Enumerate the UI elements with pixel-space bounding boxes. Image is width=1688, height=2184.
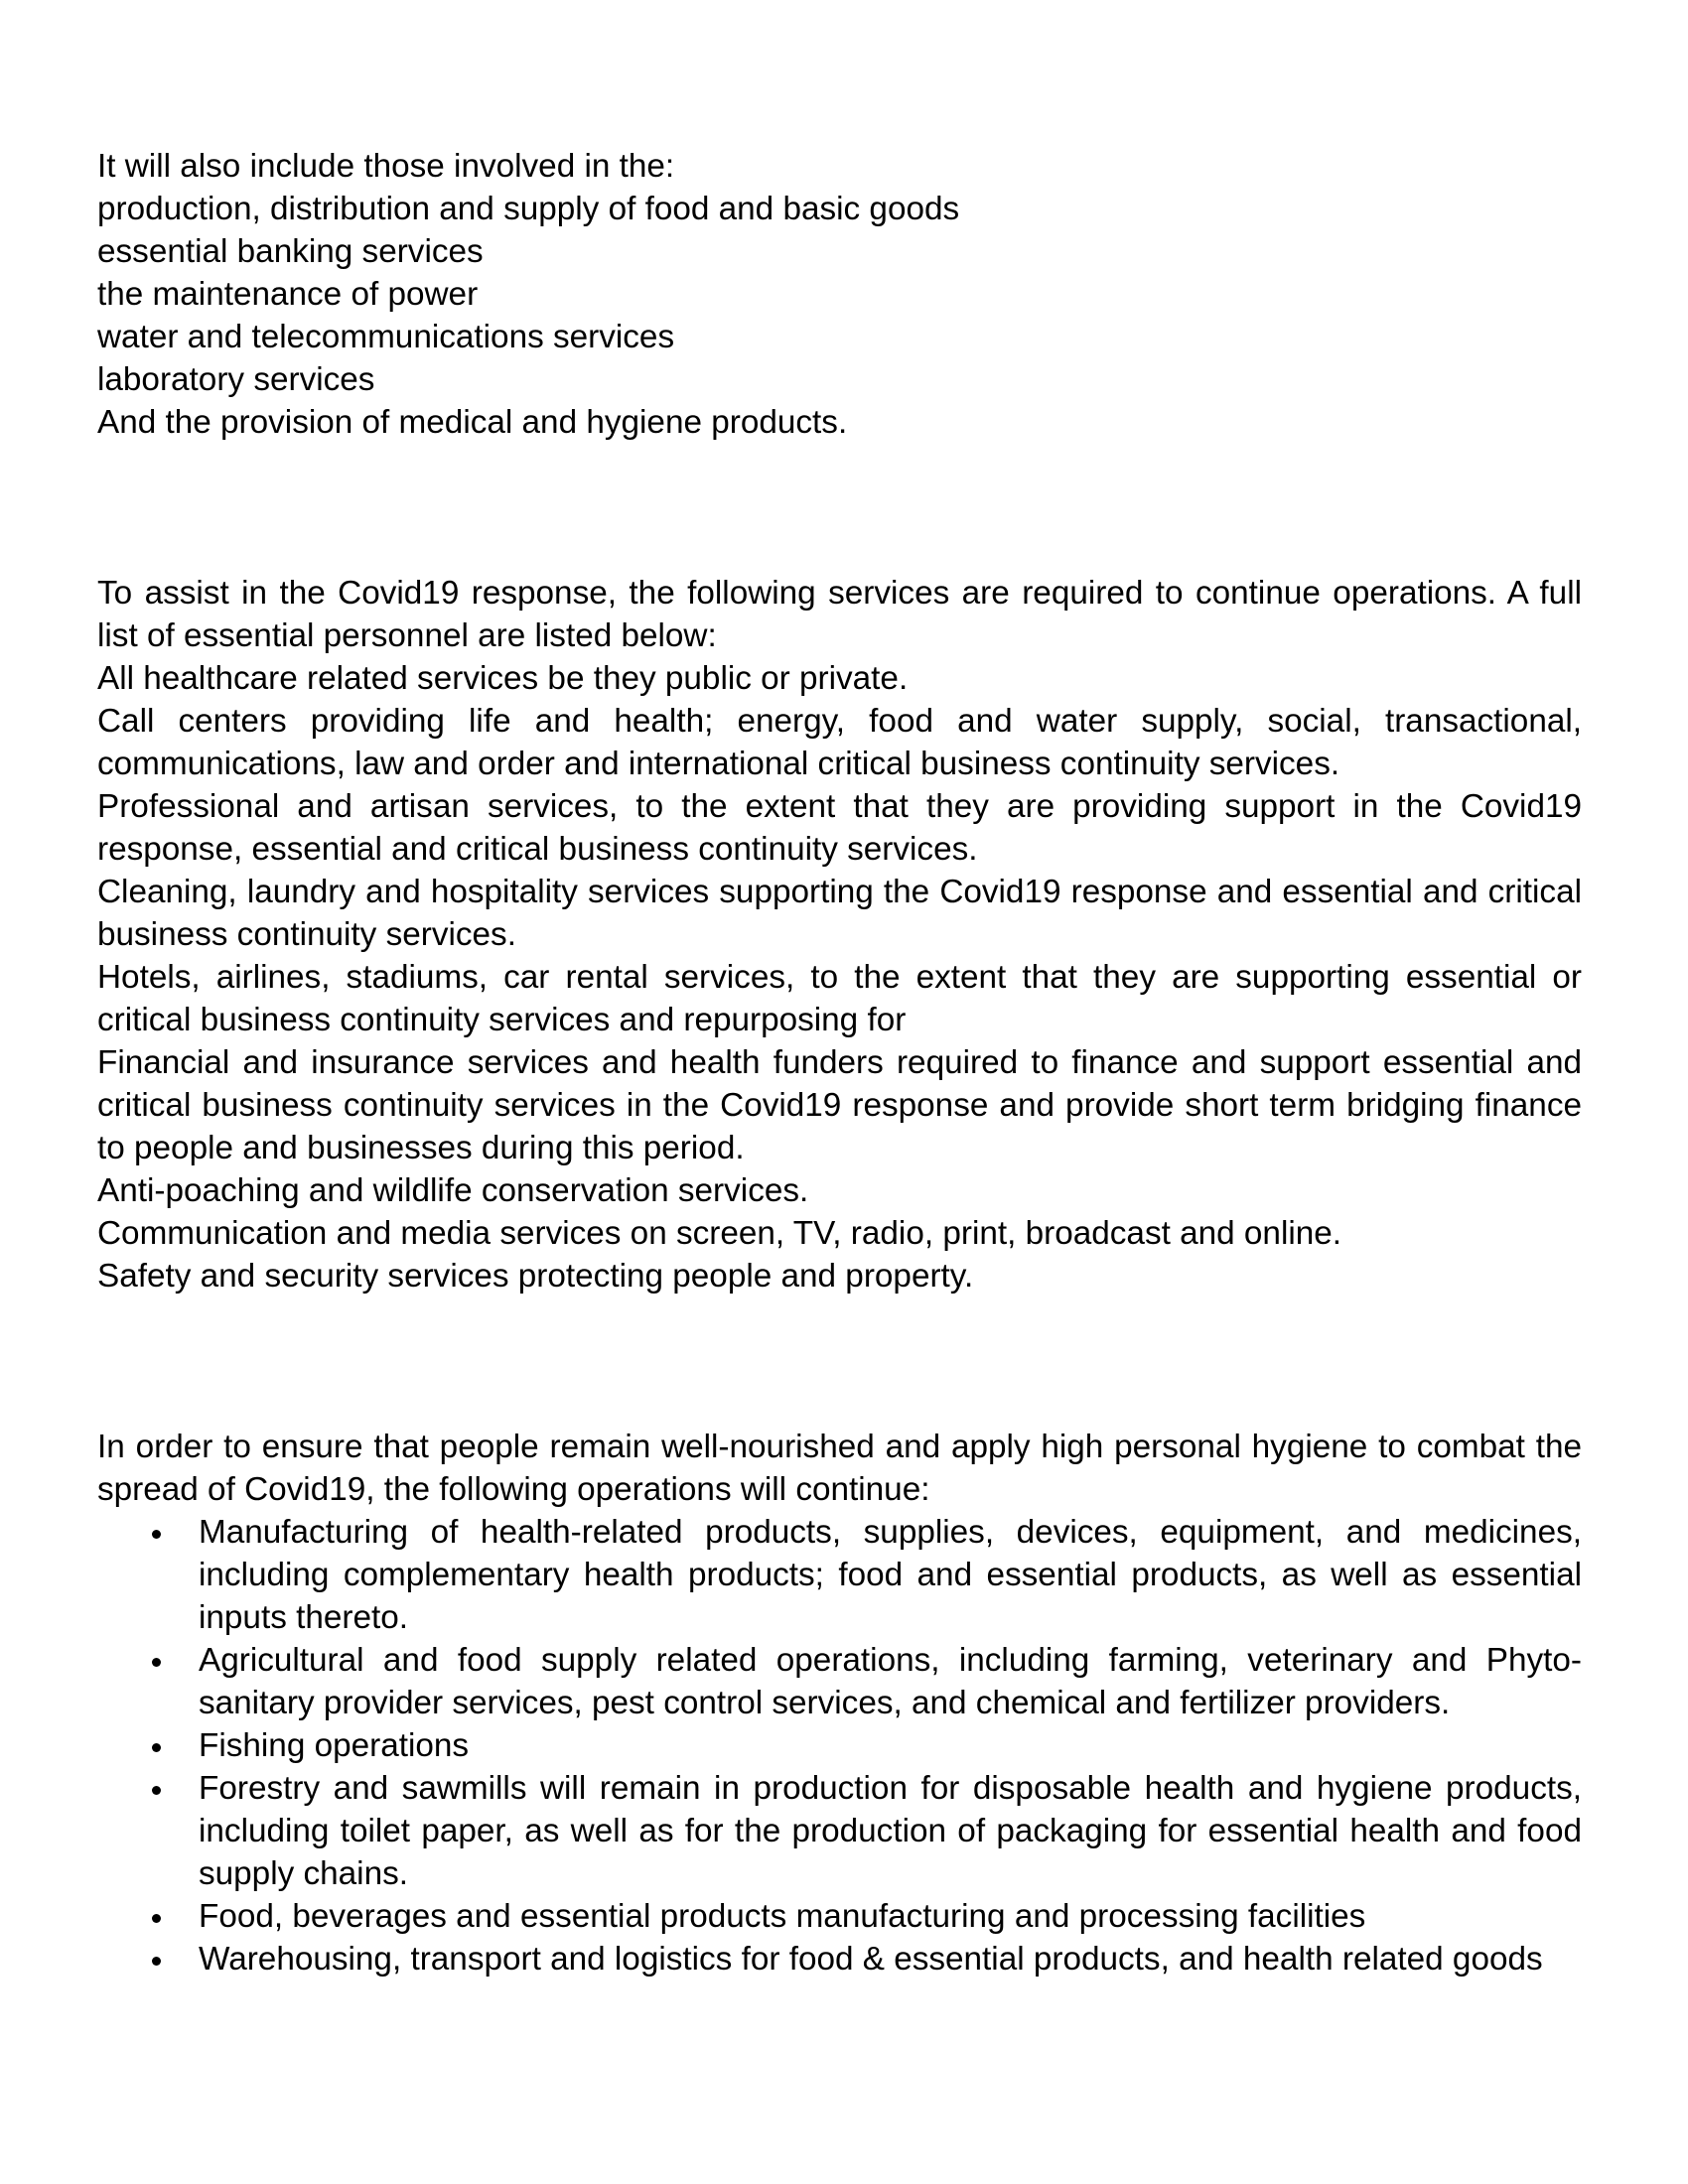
- services-paragraph: Hotels, airlines, stadiums, car rental services, to the extent that they are supporting essential or critical business continuity services and repurposing for: [97, 959, 1582, 1038]
- services-paragraph: Anti-poaching and wildlife conservation services.: [97, 1172, 809, 1209]
- bullet-icon: [152, 1658, 161, 1667]
- bullet-text: Forestry and sawmills will remain in production for disposable health and hygiene products, including toilet paper, as well as for the production of packaging for essential health and food supply chains.: [199, 1770, 1582, 1892]
- bullet-item: [97, 1938, 1582, 1980]
- included-line: essential banking services: [97, 233, 484, 270]
- bullet-item: [97, 1767, 1582, 1895]
- services-paragraph: Cleaning, laundry and hospitality services supporting the Covid19 response and essential and critical business continuity services.: [97, 874, 1582, 953]
- included-line: water and telecommunications services: [97, 319, 675, 355]
- bullet-text: Manufacturing of health-related products, supplies, devices, equipment, and medicines, including complementary health products; food and essential products, as well as essential inputs thereto.: [199, 1514, 1582, 1636]
- bullet-text: Food, beverages and essential products manufacturing and processing facilities: [199, 1898, 1366, 1935]
- bullet-text: Fishing operations: [199, 1727, 470, 1764]
- bullet-icon: [152, 1914, 161, 1923]
- operations-bullet-list: [97, 1511, 1582, 1980]
- included-line: production, distribution and supply of food and basic goods: [97, 191, 960, 227]
- services-paragraph: Professional and artisan services, to the extent that they are providing support in the Covid19 response, essential and critical business continuity services.: [97, 788, 1582, 868]
- bullet-item: [97, 1724, 1582, 1767]
- bullet-item: [97, 1639, 1582, 1724]
- services-paragraph: To assist in the Covid19 response, the following services are required to continue operations. A full list of essential personnel are listed below:: [97, 575, 1582, 654]
- services-paragraph: Call centers providing life and health; energy, food and water supply, social, transactional, communications, law and order and international critical business continuity services.: [97, 703, 1582, 782]
- included-line: And the provision of medical and hygiene products.: [97, 404, 848, 441]
- bullet-text: Agricultural and food supply related operations, including farming, veterinary and Phyto-sanitary provider services, pest control services, and chemical and fertilizer providers.: [199, 1642, 1582, 1721]
- bullet-icon: [152, 1743, 161, 1752]
- services-paragraph: Financial and insurance services and health funders required to finance and support essential and critical business continuity services in the Covid19 response and provide short term bridging finance to people and businesses during this period.: [97, 1044, 1582, 1166]
- services-paragraph: Safety and security services protecting people and property.: [97, 1258, 974, 1295]
- included-intro-line: It will also include those involved in the:: [97, 148, 675, 185]
- section-required-services: [97, 572, 1582, 1297]
- included-line: the maintenance of power: [97, 276, 479, 313]
- bullet-icon: [152, 1530, 161, 1539]
- services-paragraph: All healthcare related services be they public or private.: [97, 660, 909, 697]
- bullet-icon: [152, 1957, 161, 1966]
- included-line: laboratory services: [97, 361, 375, 398]
- blank-space: [97, 444, 1582, 572]
- blank-space: [97, 1297, 1582, 1426]
- operations-intro: In order to ensure that people remain well-nourished and apply high personal hygiene to combat the spread of Covid19, the following operations will continue:: [97, 1429, 1582, 1508]
- services-paragraph: Communication and media services on screen, TV, radio, print, broadcast and online.: [97, 1215, 1342, 1252]
- bullet-item: [97, 1895, 1582, 1938]
- section-included-services: [97, 145, 1582, 444]
- bullet-text: Warehousing, transport and logistics for food & essential products, and health related goods: [199, 1941, 1543, 1978]
- bullet-icon: [152, 1786, 161, 1795]
- section-continuing-operations: [97, 1426, 1582, 1980]
- bullet-item: [97, 1511, 1582, 1639]
